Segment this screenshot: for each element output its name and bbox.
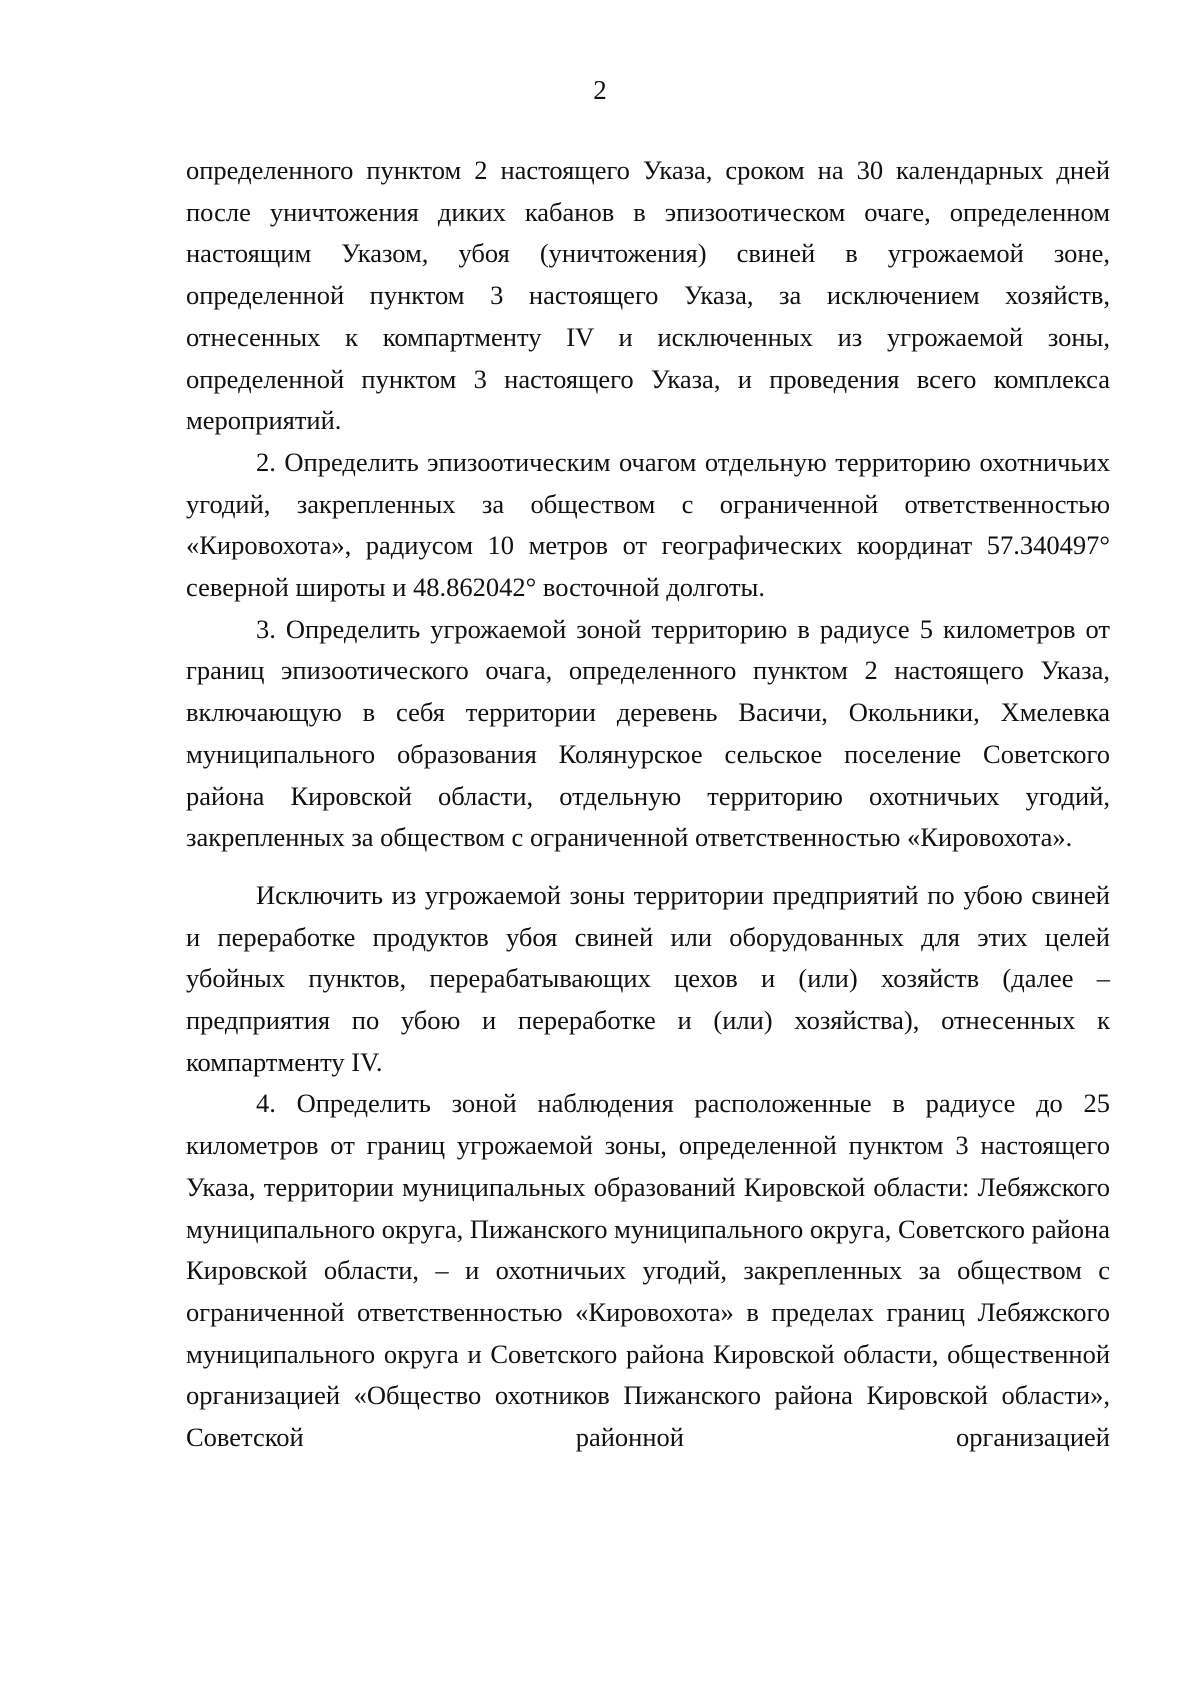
document-body <box>186 150 1110 1459</box>
page-number: 2 <box>593 75 607 105</box>
paragraph-exclusion: Исключить из угрожаемой зоны территории предприятий по убою свиней и переработке продуктов убоя свиней или оборудованных для этих целей убойных пунктов, перерабатывающих цехов и (или) хозяйств (далее – предприятия по убою и переработке и (или) хозяйства), отнесенных к компартменту IV. <box>186 879 1110 1077</box>
paragraph-item-4: 4. Определить зоной наблюдения расположенные в радиусе до 25 километров от границ угрожаемой зоны, определенной пунктом 3 настоящего Указа, территории муниципальных образований Кировской области: Лебяжского муниципального округа, Пижанского муниципального округа, Советского района Кировской области, – и охотничьих угодий, закрепленных за обществом с ограниченной ответственностью «Кировохота» в пределах границ Лебяжского муниципального округа и Советского района Кировской области, общественной организацией «Общество охотников Пижанского района Кировской области», Советской районной организацией <box>186 1088 1110 1453</box>
paragraph-item-3: 3. Определить угрожаемой зоной территорию в радиусе 5 километров от границ эпизоотического очага, определенного пунктом 2 настоящего Указа, включающую в себя территории деревень Васичи, Окольники, Хмелевка муниципального образования Колянурское сельское поселение Советского района Кировской области, отдельную территорию охотничьих угодий, закрепленных за обществом с ограниченной ответственностью «Кировохота». <box>186 613 1110 853</box>
paragraph-continuation: определенного пунктом 2 настоящего Указа, сроком на 30 календарных дней после уничтожения диких кабанов в эпизоотическом очаге, определенном настоящим Указом, убоя (уничтожения) свиней в угрожаемой зоне, определенной пунктом 3 настоящего Указа, за исключением хозяйств, отнесенных к компартменту IV и исключенных из угрожаемой зоны, определенной пунктом 3 настоящего Указа, и проведения всего комплекса мероприятий. <box>186 155 1110 436</box>
paragraph-item-2: 2. Определить эпизоотическим очагом отдельную территорию охотничьих угодий, закрепленных за обществом с ограниченной ответственностью «Кировохота», радиусом 10 метров от географических координат 57.340497° северной широты и 48.862042° восточной долготы. <box>186 446 1110 603</box>
